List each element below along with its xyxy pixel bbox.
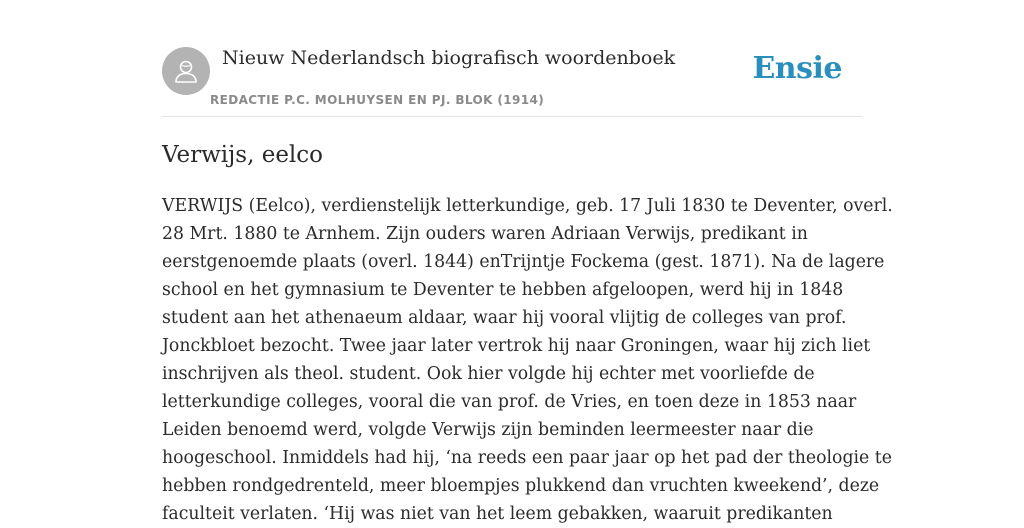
body-line: VERWIJS (Eelco), verdienstelijk letterkundige, geb. 17 Juli 1830 te Deventer, overl. — [162, 196, 893, 216]
body-line: hebben rondgedrenteld, meer bloempjes plukkend dan vruchten kweekend’, deze — [162, 476, 880, 496]
body-line: inschrijven als theol. student. Ook hier volgde hij echter met voorliefde de — [162, 364, 815, 384]
entry-body — [162, 192, 893, 528]
source-subtitle: REDACTIE P.C. MOLHUYSEN EN PJ. BLOK (1914) — [210, 93, 545, 107]
body-line: Leiden benoemd werd, volgde Verwijs zijn beminden leermeester naar die — [162, 420, 814, 440]
avatar[interactable] — [162, 47, 210, 95]
brand-logo[interactable]: Ensie — [752, 51, 842, 86]
source-title[interactable]: Nieuw Nederlandsch biografisch woordenboek — [222, 47, 676, 69]
body-line: school en het gymnasium te Deventer te hebben afgeloopen, werd hij in 1848 — [162, 280, 844, 300]
body-line: faculteit verlaten. ‘Hij was niet van het leem gebakken, waaruit predikanten — [162, 504, 833, 524]
body-line: 28 Mrt. 1880 te Arnhem. Zijn ouders waren Adriaan Verwijs, predikant in — [162, 224, 808, 244]
entry-title: Verwijs, eelco — [162, 142, 324, 168]
source-header — [162, 0, 862, 117]
page-container — [162, 0, 893, 524]
body-line: Jonckbloet bezocht. Twee jaar later vertrok hij naar Groningen, waar hij zich liet — [162, 336, 871, 356]
body-line: student aan het athenaeum aldaar, waar hij vooral vlijtig de colleges van prof. — [162, 308, 847, 328]
person-icon — [172, 57, 200, 85]
body-line: hoogeschool. Inmiddels had hij, ‘na reeds een paar jaar op het pad der theologie te — [162, 448, 892, 468]
body-line: letterkundige colleges, vooral die van prof. de Vries, en toen deze in 1853 naar — [162, 392, 857, 412]
body-line: eerstgenoemde plaats (overl. 1844) enTrijntje Fockema (gest. 1871). Na de lagere — [162, 252, 885, 272]
